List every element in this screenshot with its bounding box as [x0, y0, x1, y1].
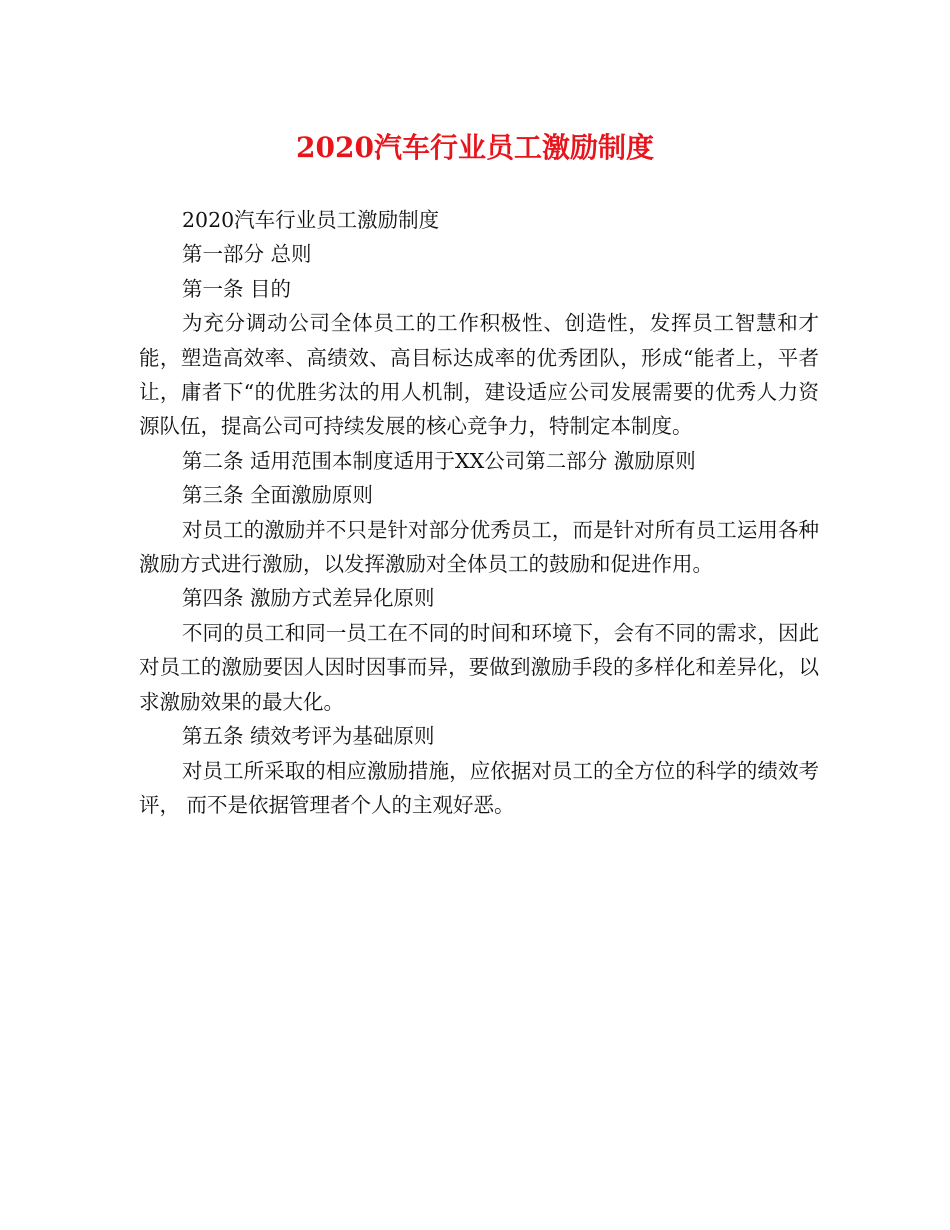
paragraph-purpose: 为充分调动公司全体员工的工作积极性、创造性，发挥员工智慧和才能，塑造高效率、高绩效、高目标达成率的优秀团队，形成“能者上，平者让，庸者下“的优胜劣汰的用人机制，建设适应公司发展需要的优秀人力资源队伍，提高公司可持续发展的核心竞争力，特制定本制度。	[139, 311, 819, 439]
document-body	[139, 203, 819, 822]
paragraph-differentiation: 不同的员工和同一员工在不同的时间和环境下，会有不同的需求，因此对员工的激励要因人因时因事而异，要做到激励手段的多样化和差异化，以求激励效果的最大化。	[139, 620, 819, 714]
paragraph-comprehensive: 对员工的激励并不只是针对部分优秀员工，而是针对所有员工运用各种激励方式进行激励，以发挥激励对全体员工的鼓励和促进作用。	[139, 517, 819, 577]
article-heading-1: 第一条 目的	[182, 276, 292, 301]
article-heading-2: 第二条 适用范围本制度适用于XX公司第二部分 激励原则	[182, 448, 696, 473]
article-heading-4: 第四条 激励方式差异化原则	[182, 586, 435, 611]
document-title: 2020汽车行业员工激励制度	[296, 131, 654, 164]
article-heading-5: 第五条 绩效考评为基础原则	[182, 724, 435, 749]
article-heading-3: 第三条 全面激励原则	[182, 483, 374, 508]
paragraph-performance: 对员工所采取的相应激励措施，应依据对员工的全方位的科学的绩效考评， 而不是依据管理者个人的主观好恶。	[139, 758, 819, 817]
section-heading-general: 第一部分 总则	[182, 242, 312, 267]
paragraph-subtitle: 2020汽车行业员工激励制度	[182, 208, 440, 232]
